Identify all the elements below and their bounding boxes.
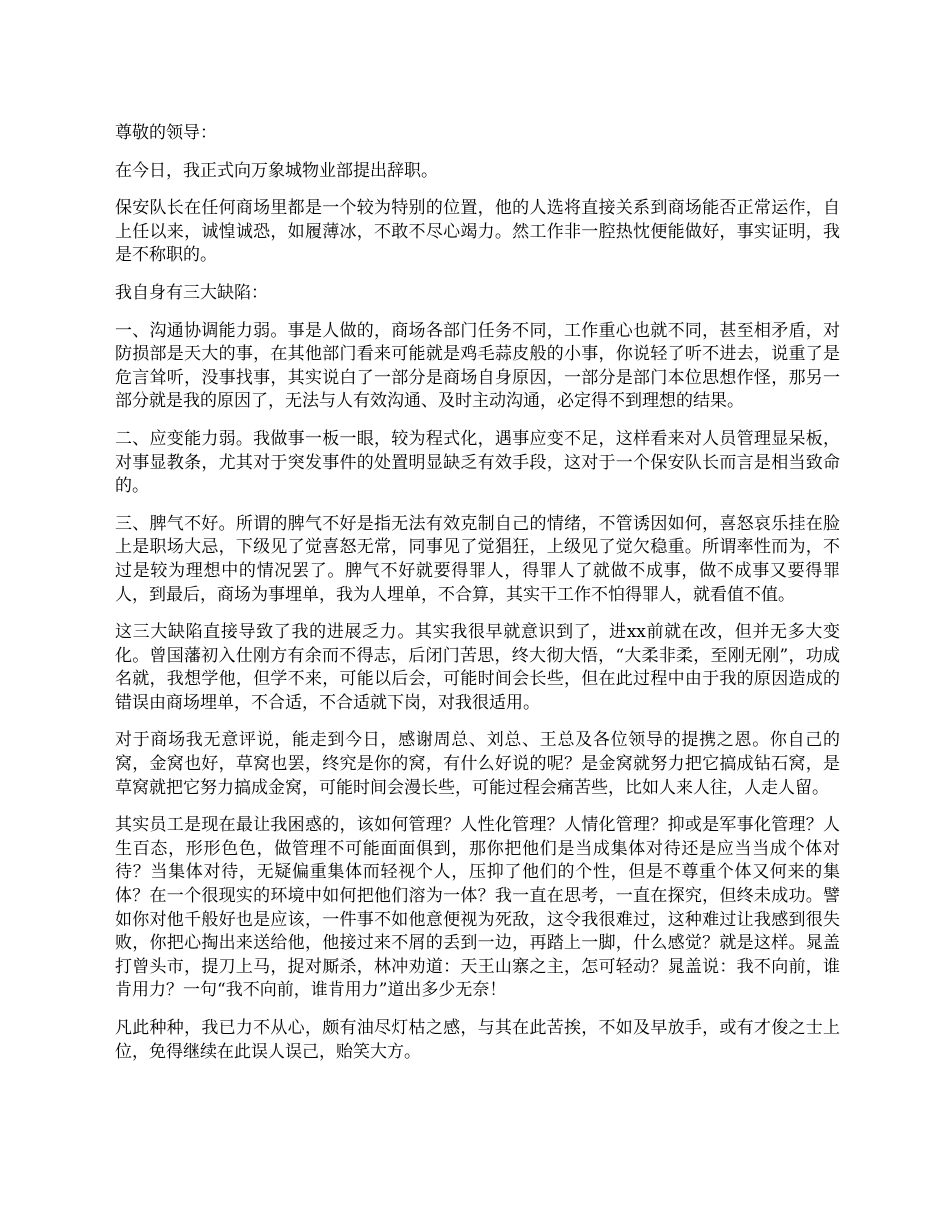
- letter-paragraph: 保安队长在任何商场里都是一个较为特别的位置，他的人选将直接关系到商场能否正常运作，自上任以来，诚惶诚恐，如履薄冰，不敢不尽心竭力。然工作非一腔热忱便能做好，事实证明，我是不称职的。: [115, 198, 840, 266]
- resignation-letter: [115, 122, 840, 1078]
- letter-paragraph: 我自身有三大缺陷：: [115, 282, 268, 303]
- letter-paragraph: 对于商场我无意评说，能走到今日，感谢周总、刘总、王总及各位领导的提携之恩。你自己的窝，金窝也好，草窝也罢，终究是你的窝，有什么好说的呢？是金窝就努力把它搞成钻石窝，是草窝就把它努力搞成金窝，可能时间会漫长些，可能过程会痛苦些，比如人来人往，人走人留。: [115, 730, 840, 798]
- letter-paragraph: 其实员工是现在最让我困惑的，该如何管理？人性化管理？人情化管理？抑或是军事化管理？人生百态，形形色色，做管理不可能面面俱到，那你把他们是当成集体对待还是应当当成个体对待？当集体对待，无疑偏重集体而轻视个人，压抑了他们的个性，但是不尊重个体又何来的集体？在一个很现实的环境中如何把他们溶为一体？我一直在思考，一直在探究，但终未成功。譬如你对他千般好也是应该，一件事不如他意便视为死敌，这令我很难过，这种难过让我感到很失败，你把心掏出来送给他，他接过来不屑的丢到一边，再踏上一脚，什么感觉？就是这样。晁盖打曾头市，提刀上马，捉对厮杀，林冲劝道：天王山寨之主，怎可轻动？晁盖说：我不向前，谁肯用力？一句“我不向前，谁肯用力”道出多少无奈！: [115, 815, 840, 1001]
- letter-paragraph: 在今日，我正式向万象城物业部提出辞职。: [115, 160, 438, 181]
- letter-paragraph: 二、应变能力弱。我做事一板一眼，较为程式化，遇事应变不足，这样看来对人员管理显呆板，对事显教条，尤其对于突发事件的处置明显缺乏有效手段，这对于一个保安队长而言是相当致命的。: [115, 428, 840, 497]
- letter-paragraph: 这三大缺陷直接导致了我的进展乏力。其实我很早就意识到了，进xx前就在改，但并无多大变化。曾国藩初入仕刚方有余而不得志，后闭门苦思，终大彻大悟，“大柔非柔，至刚无刚”，功成名就，我想学他，但学不来，可能以后会，可能时间会长些，但在此过程中由于我的原因造成的错误由商场埋单，不合适，不合适就下岗，对我很适用。: [115, 622, 840, 713]
- letter-paragraph: 三、脾气不好。所谓的脾气不好是指无法有效克制自己的情绪，不管诱因如何，喜怒哀乐挂在脸上是职场大忌，下级见了觉喜怒无常，同事见了觉猖狂，上级见了觉欠稳重。所谓率性而为，不过是较为理想中的情况罢了。脾气不好就要得罪人，得罪人了就做不成事，做不成事又要得罪人，到最后，商场为事埋单，我为人埋单，不合算，其实干工作不怕得罪人，就看值不值。: [115, 513, 840, 605]
- letter-paragraph: 凡此种种，我已力不从心，颇有油尽灯枯之感，与其在此苦挨，不如及早放手，或有才俊之士上位，免得继续在此误人误己，贻笑大方。: [115, 1018, 840, 1062]
- letter-paragraph: 一、沟通协调能力弱。事是人做的，商场各部门任务不同，工作重心也就不同，甚至相矛盾，对防损部是天大的事，在其他部门看来可能就是鸡毛蒜皮般的小事，你说轻了听不进去，说重了是危言耸听，没事找事，其实说白了一部分是商场自身原因，一部分是部门本位思想作怪，那另一部分就是我的原因了，无法与人有效沟通、及时主动沟通，必定得不到理想的结果。: [115, 320, 840, 412]
- letter-greeting: 尊敬的领导：: [115, 123, 217, 143]
